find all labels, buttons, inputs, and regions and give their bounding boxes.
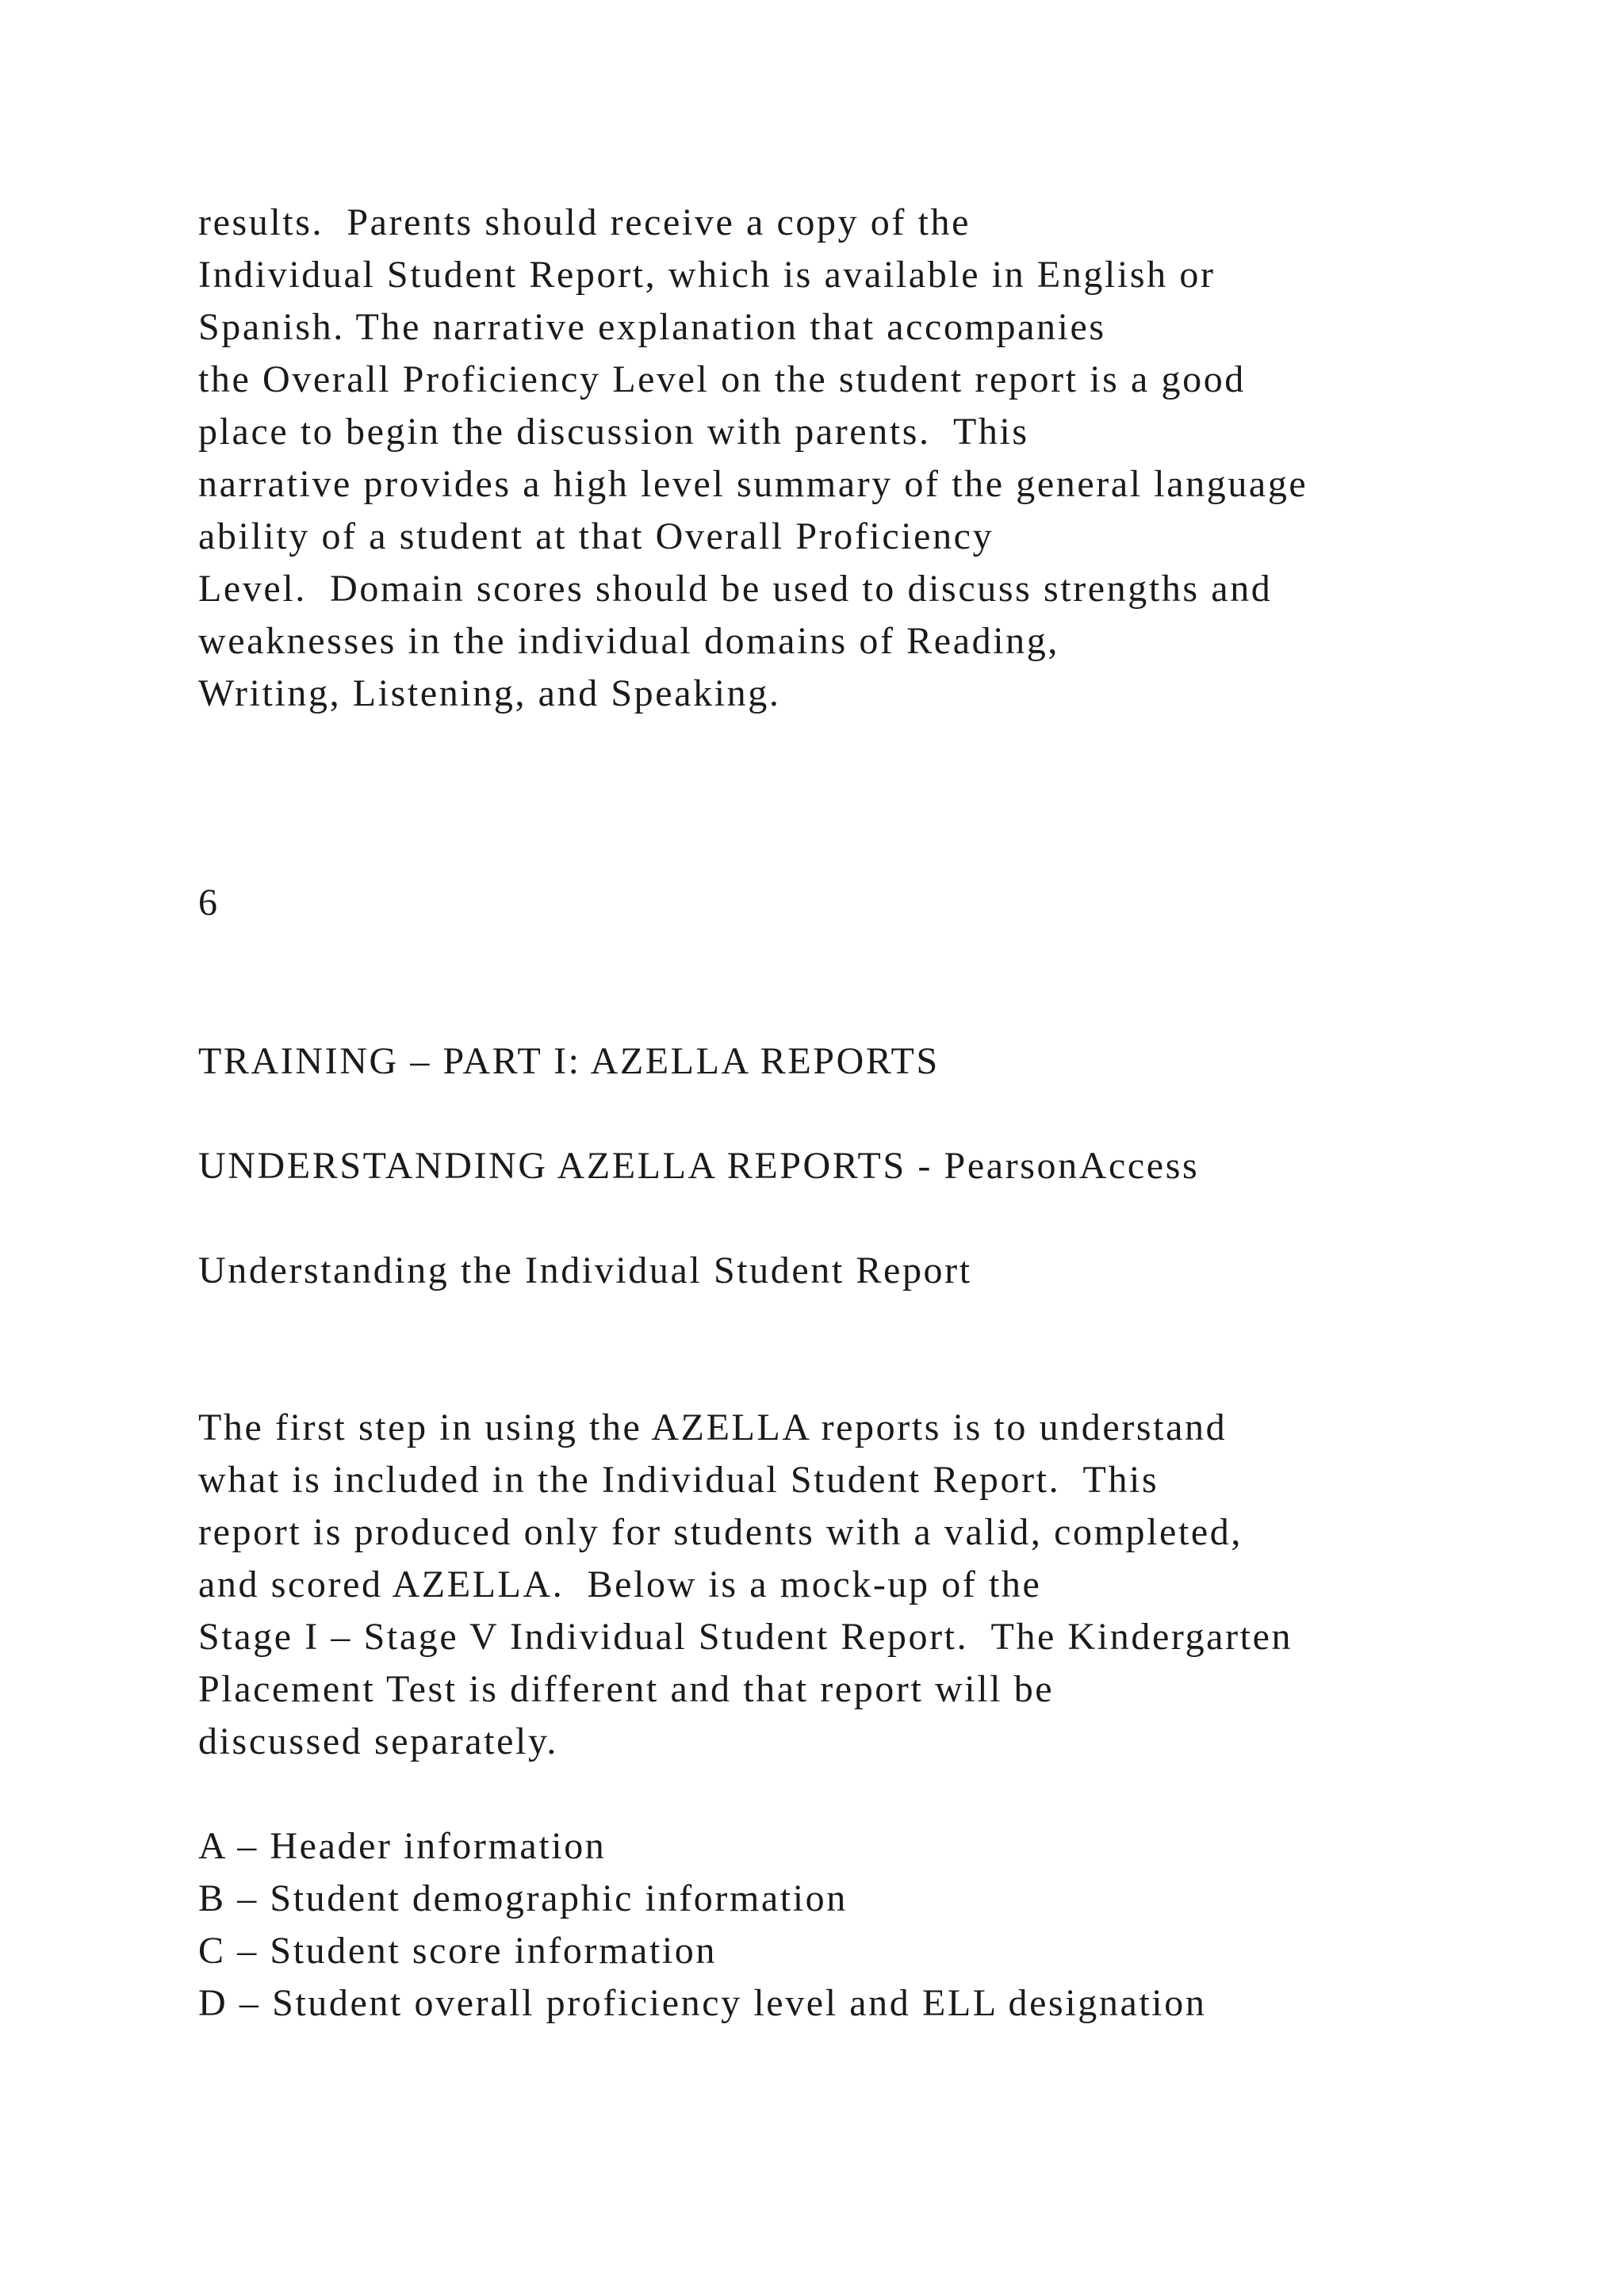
subheading-individual-student-report: Understanding the Individual Student Report [198, 1249, 972, 1292]
paragraph-2-line-6: Placement Test is different and that report will be [198, 1668, 1055, 1710]
paragraph-1-line-5: place to begin the discussion with parents. This [198, 411, 1029, 453]
paragraph-2-line-4: and scored AZELLA. Below is a mock-up of the [198, 1563, 1042, 1605]
paragraph-1-line-1: results. Parents should receive a copy of the [198, 201, 971, 243]
section-heading-understanding: UNDERSTANDING AZELLA REPORTS - PearsonAccess [198, 1145, 1200, 1187]
paragraph-1-line-9: weaknesses in the individual domains of Reading, [198, 620, 1059, 662]
paragraph-2-line-1: The first step in using the AZELLA reports is to understand [198, 1406, 1228, 1448]
paragraph-2-line-5: Stage I – Stage V Individual Student Report. The Kindergarten [198, 1616, 1293, 1658]
paragraph-2-line-7: discussed separately. [198, 1720, 559, 1762]
paragraph-1-line-6: narrative provides a high level summary of the general language [198, 463, 1308, 505]
list-item-a: A – Header information [198, 1825, 607, 1867]
list-item-d: D – Student overall proficiency level and ELL designation [198, 1982, 1207, 2024]
paragraph-1-line-3: Spanish. The narrative explanation that accompanies [198, 306, 1106, 348]
paragraph-1-line-7: ability of a student at that Overall Proficiency [198, 515, 994, 557]
paragraph-1-line-10: Writing, Listening, and Speaking. [198, 672, 781, 714]
paragraph-2-line-2: what is included in the Individual Student Report. This [198, 1459, 1159, 1501]
section-heading-training: TRAINING – PART I: AZELLA REPORTS [198, 1040, 940, 1082]
list-item-c: C – Student score information [198, 1930, 717, 1972]
list-item-b: B – Student demographic information [198, 1877, 848, 1919]
paragraph-1-line-8: Level. Domain scores should be used to discuss strengths and [198, 568, 1273, 610]
paragraph-1-line-2: Individual Student Report, which is available in English or [198, 254, 1216, 296]
paragraph-1-line-4: the Overall Proficiency Level on the student report is a good [198, 358, 1246, 400]
page-number: 6 [198, 882, 220, 924]
paragraph-2-line-3: report is produced only for students with a valid, completed, [198, 1511, 1243, 1553]
